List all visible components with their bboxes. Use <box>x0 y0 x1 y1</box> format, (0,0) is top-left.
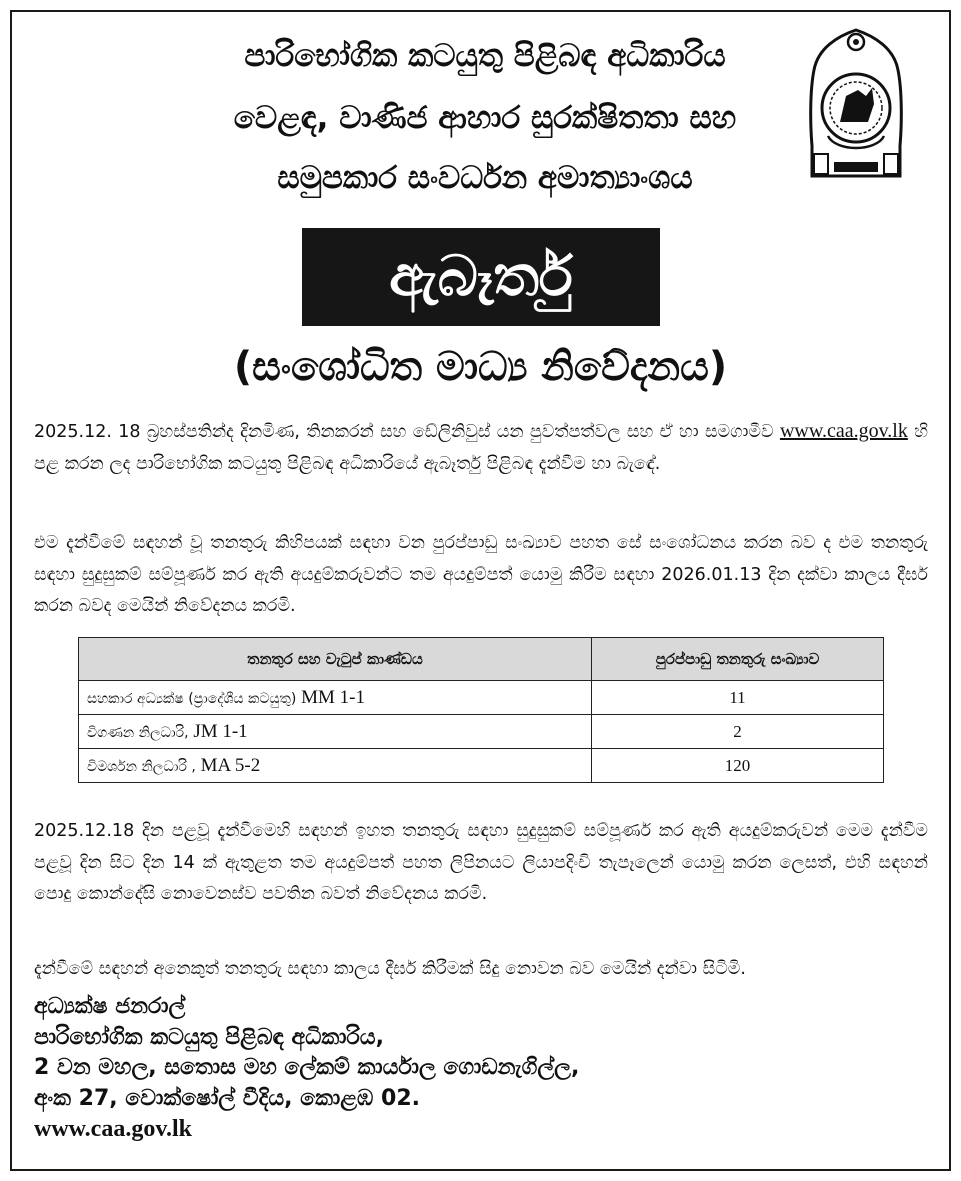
website-link[interactable]: www.caa.gov.lk <box>779 420 908 442</box>
paragraph-1-text-2: හි පළ කරන ලද පාරිභෝගික කටයුතු පිළිබඳ අධිකාරියේ ඇබෑර්තු පිළිබඳ දැන්වීම හා බැඳේ. <box>34 422 928 474</box>
post-grade: MA 5-2 <box>195 754 261 776</box>
ministry-name-line-1: වෙළඳ, වාණිජ ආහාර සුරක්ෂිතතා සහ <box>233 100 737 136</box>
revised-media-notice-title: (සංශෝධිත මාධ්‍ය නිවේදනය) <box>233 344 728 390</box>
vacancy-count: 11 <box>592 681 884 715</box>
signatory-title: අධ්‍යක්ෂ ජනරාල් <box>34 994 186 1019</box>
authority-name: පාරිභෝගික කටයුතු පිළිබඳ අධිකාරිය <box>244 38 726 74</box>
post-name: විමර්ශන නිලධාරි , <box>87 758 196 775</box>
address-line-1: 2 වන මහල, සතොස මහ ලේකම් කාර්යාල ගොඩනැගිල්ල, <box>34 1055 580 1080</box>
vacancy-count: 2 <box>592 715 884 749</box>
vacancies-banner: ඇබෑර්තු <box>302 228 660 326</box>
signatory-organisation: පාරිභෝගික කටයුතු පිළිබඳ අධිකාරිය, <box>34 1024 384 1050</box>
table-header-row <box>79 638 884 681</box>
column-header-vacancies: පුරප්පාඩු තනතුරු සංඛ්‍යාව <box>592 638 884 681</box>
paragraph-3: 2025.12.18 දින පළවූ දැන්වීමෙහි සඳහන් ඉහත තනතුරු සඳහා සුදුසුකම් සම්පූර්ණ කර ඇති අයදුම්කරුවන් මෙම දැන්වීම පළවූ දින සිට දින 14 ක් ඇතුළත තම අයදුම්පත් පහත ලිපිනයට ලියාපදිංචි තැපෑලෙන් යොමු කරන ලෙසත්, එහි සඳහන් පොදු කොන්දේසි නොවෙනස්ව පවතින බවත් නිවේදනය කරමි. <box>34 821 928 904</box>
vacancy-count: 120 <box>592 749 884 783</box>
post-name: සහකාර අධ්‍යක්ෂ (ප්‍රාදේශීය කටයුතු) <box>87 690 297 707</box>
column-header-post: තනතුර සහ වැටුප් කාණ්ඩය <box>79 638 592 681</box>
vacancy-table <box>78 637 884 783</box>
post-name: විගණන නිලධාරි, <box>87 724 189 741</box>
footer-website[interactable]: www.caa.gov.lk <box>34 1116 193 1142</box>
address-line-2: අංක 27, වොක්ෂෝල් වීදිය, කොළඹ 02. <box>34 1085 420 1111</box>
table-row <box>79 749 884 783</box>
paragraph-1 <box>34 416 928 480</box>
signature-block <box>34 992 914 1145</box>
table-row <box>79 715 884 749</box>
post-cell <box>79 749 592 783</box>
post-grade: MM 1-1 <box>296 686 365 708</box>
paragraph-2: එම දැන්වීමේ සඳහන් වූ තනතුරු කිහිපයක් සඳහා වන පුරප්පාඩු සංඛ්‍යාව පහත සේ සංශෝධනය කරන බව ද එම තනතුරු සඳහා සුදුසුකම් සම්පූර්ණ කර ඇති අයදුම්කරුවන්ට තම අයදුම්පත් යොමු කිරීම සඳහා 2026.01.13 දින දක්වා කාලය දීර්ඝ කරන බවද මෙයින් නිවේදනය කරමි. <box>34 533 928 616</box>
post-cell <box>79 715 592 749</box>
paragraph-4: දැන්වීමේ සඳහන් අනෙකුත් තනතුරු සඳහා කාලය දීර්ඝ කිරීමක් සිදු නොවන බව මෙයින් දන්වා සිටිමි. <box>34 959 746 979</box>
table-row <box>79 681 884 715</box>
sri-lanka-state-emblem-icon <box>806 26 906 186</box>
post-cell <box>79 681 592 715</box>
post-grade: JM 1-1 <box>188 720 248 742</box>
paragraph-1-text: 2025.12. 18 බ්‍රහස්පතින්ද දිනමිණ, තිනකරන් සහ ඩේලිනිවුස් යන පුවත්පත්වල සහ ඒ හා සමගාමීව <box>34 422 774 442</box>
ministry-name-line-2: සමුපකාර සංවර්ධන අමාත්‍යාංශය <box>277 160 693 196</box>
